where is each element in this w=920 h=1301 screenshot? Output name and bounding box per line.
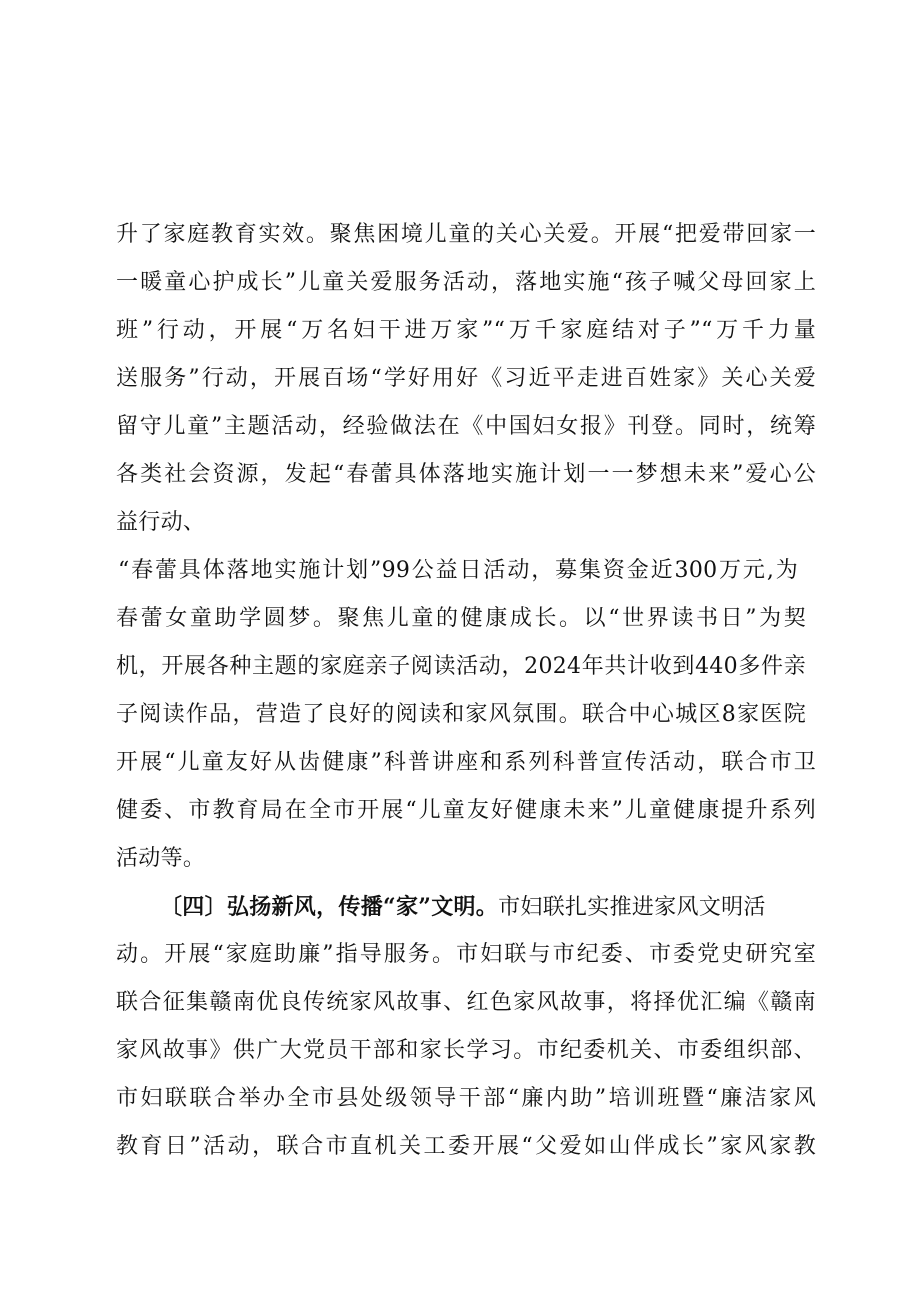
text-line: 教育日”活动，联合市直机关工委开展“父爱如山伴成长”家风家教 — [116, 1134, 816, 1159]
section-heading: 〔四〕弘扬新风，传播“家”文明。 — [160, 894, 499, 920]
text-line: 升了家庭教育实效。聚焦困境儿童的关心关爱。开展“把爱带回家一 — [116, 222, 816, 247]
text-line: 活动等。 — [116, 846, 206, 871]
text-line: 机，开展各种主题的家庭亲子阅读活动，2024年共计收到440多件亲 — [116, 654, 806, 679]
text-line: 市妇联联合举办全市县处级领导干部“廉内助”培训班暨“廉洁家风 — [116, 1086, 816, 1111]
text-line: 子阅读作品，营造了良好的阅读和家风氛围。联合中心城区8家医院 — [116, 702, 806, 727]
text-line: 各类社会资源，发起“春蕾具体落地实施计划一一梦想未来”爱心公 — [116, 462, 816, 487]
text-line: 春蕾女童助学圆梦。聚焦儿童的健康成长。以“世界读书日”为契 — [116, 606, 806, 631]
text-run: 市妇联扎实推进家风文明活 — [498, 895, 766, 920]
text-line: 送服务”行动，开展百场“学好用好《习近平走进百姓家》关心关爱 — [116, 366, 816, 391]
text-line: 益行动、 — [116, 510, 206, 535]
text-line: 家风故事》供广大党员干部和家长学习。市纪委机关、市委组织部、 — [116, 1038, 816, 1063]
text-line: 健委、市教育局在全市开展“儿童友好健康未来”儿童健康提升系列 — [116, 798, 816, 823]
text-line: 开展“儿童友好从齿健康”科普讲座和系列科普宣传活动，联合市卫 — [116, 750, 816, 775]
paragraph-first-line — [160, 890, 820, 925]
text-line: 留守儿童”主题活动，经验做法在《中国妇女报》刊登。同时，统筹 — [116, 414, 816, 439]
text-line: 一暖童心护成长”儿童关爱服务活动，落地实施“孩子喊父母回家上 — [116, 270, 816, 295]
text-line: 班”行动，开展“万名妇干进万家”“万千家庭结对子”“万千力量 — [116, 318, 816, 343]
text-line: 联合征集赣南优良传统家风故事、红色家风故事，将择优汇编《赣南 — [116, 990, 816, 1015]
text-line: 动。开展“家庭助廉”指导服务。市妇联与市纪委、市委党史研究室 — [116, 942, 816, 967]
text-line: “春蕾具体落地实施计划”99公益日活动，募集资金近300万元,为 — [118, 558, 798, 583]
